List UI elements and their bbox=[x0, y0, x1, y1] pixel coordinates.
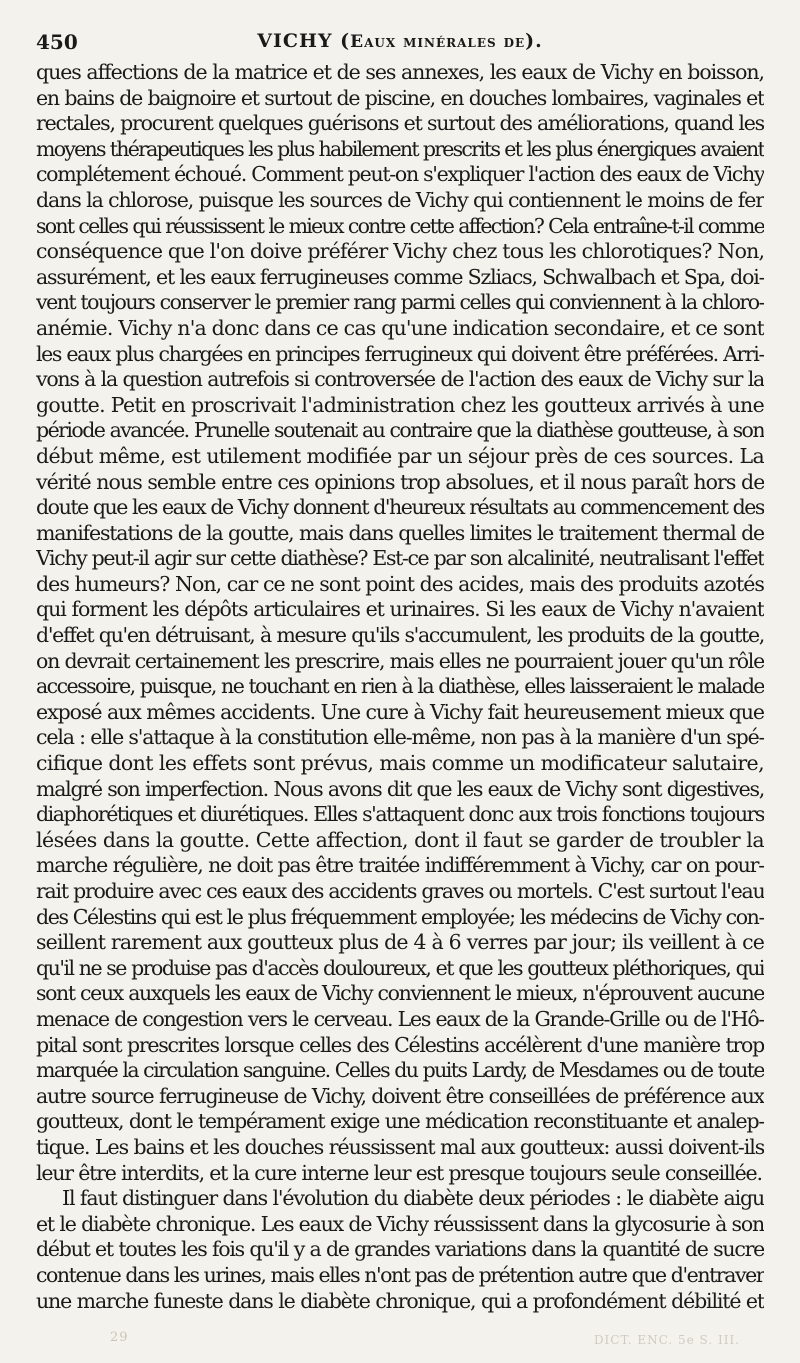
page-header bbox=[36, 26, 764, 60]
signature-mark: DICT. ENC. 5e S. III. bbox=[593, 1333, 740, 1347]
text-line: des humeurs? Non, car ce ne sont point des acides, mais des produits azotés bbox=[36, 571, 764, 596]
text-line: doute que les eaux de Vichy donnent d'heureux résultats au commencement des bbox=[36, 495, 764, 520]
text-line: tique. Les bains et les douches réussissent mal aux goutteux: aussi doivent-ils bbox=[36, 1134, 764, 1159]
text-line: ques affections de la matrice et de ses annexes, les eaux de Vichy en boisson, bbox=[36, 60, 764, 84]
text-line: en bains de baignoire et surtout de piscine, en douches lombaires, vaginales et bbox=[36, 85, 764, 110]
text-line: manifestations de la goutte, mais dans quelles limites le traitement thermal de bbox=[36, 520, 764, 545]
text-line: moyens thérapeutiques les plus habilement prescrits et les plus énergiques avaient bbox=[36, 136, 764, 161]
text-line: exposé aux mêmes accidents. Une cure à Vichy fait heureusement mieux que bbox=[36, 699, 764, 724]
text-line: début et toutes les fois qu'il y a de grandes variations dans la quantité de sucre bbox=[36, 1237, 764, 1262]
text-line: leur être interdits, et la cure interne leur est presque toujours seule conseillée. bbox=[36, 1160, 762, 1185]
text-line: menace de congestion vers le cerveau. Les eaux de la Grande-Grille ou de l'Hô- bbox=[36, 1006, 764, 1031]
text-line: qui forment les dépôts articulaires et urinaires. Si les eaux de Vichy n'avaient bbox=[36, 597, 764, 622]
text-line: cifique dont les effets sont prévus, mais comme un modificateur salutaire, bbox=[36, 751, 764, 776]
text-line: malgré son imperfection. Nous avons dit que les eaux de Vichy sont digestives, bbox=[36, 776, 764, 801]
text-line: diaphorétiques et diurétiques. Elles s'attaquent donc aux trois fonctions toujours bbox=[36, 802, 764, 827]
text-line: goutteux, dont le tempérament exige une médication reconstituante et analep- bbox=[36, 1109, 764, 1134]
text-line: les eaux plus chargées en principes ferrugineux qui doivent être préférées. Arri- bbox=[36, 341, 764, 366]
text-line: dans la chlorose, puisque les sources de Vichy qui contiennent le moins de fer bbox=[36, 187, 764, 212]
text-line: goutte. Petit en proscrivait l'administration chez les goutteux arrivés à une bbox=[36, 392, 764, 417]
running-title-smallcaps: Eaux minérales de bbox=[350, 32, 526, 52]
text-line: Il faut distinguer dans l'évolution du diabète deux périodes : le diabète aigu bbox=[62, 1186, 764, 1211]
text-line: vons à la question autrefois si controversée de l'action des eaux de Vichy sur la bbox=[36, 367, 764, 392]
text-line: contenue dans les urines, mais elles n'ont pas de prétention autre que d'entraver bbox=[36, 1262, 764, 1287]
text-line: lésées dans la goutte. Cette affection, dont il faut se garder de troubler la bbox=[36, 827, 764, 852]
text-line: début même, est utilement modifiée par un séjour près de ces sources. La bbox=[36, 443, 764, 468]
text-line: anémie. Vichy n'a donc dans ce cas qu'une indication secondaire, et ce sont bbox=[36, 315, 764, 340]
text-line: on devrait certainement les prescrire, mais elles ne pourraient jouer qu'un rôle bbox=[36, 648, 764, 673]
running-title-main: VICHY ( bbox=[257, 30, 351, 52]
text-line: Vichy peut-il agir sur cette diathèse? Est-ce par son alcalinité, neutralisant l'effet bbox=[36, 546, 764, 571]
text-line: autre source ferrugineuse de Vichy, doivent être conseillées de préférence aux bbox=[36, 1083, 764, 1108]
text-line: qu'il ne se produise pas d'accès douloureux, et que les goutteux pléthoriques, qui bbox=[36, 955, 764, 980]
text-line: pital sont prescrites lorsque celles des Célestins accélèrent d'une manière trop bbox=[36, 1032, 764, 1057]
running-title bbox=[36, 30, 764, 52]
text-line: conséquence que l'on doive préférer Vichy chez tous les chlorotiques? Non, bbox=[36, 239, 764, 264]
faint-page-mark: 29 bbox=[110, 1330, 129, 1345]
text-line: cela : elle s'attaque à la constitution elle-même, non pas à la manière d'un spé- bbox=[36, 725, 764, 750]
running-title-end: ). bbox=[525, 30, 543, 52]
text-line: rait produire avec ces eaux des accidents graves ou mortels. C'est surtout l'eau bbox=[36, 879, 764, 903]
text-line: marche régulière, ne doit pas être traitée indifféremment à Vichy, car on pour- bbox=[36, 853, 764, 878]
text-line: période avancée. Prunelle soutenait au contraire que la diathèse goutteuse, à son bbox=[36, 418, 764, 443]
text-line: et le diabète chronique. Les eaux de Vichy réussissent dans la glycosurie à son bbox=[36, 1211, 764, 1236]
text-line: assurément, et les eaux ferrugineuses comme Szliacs, Schwalbach et Spa, doi- bbox=[36, 264, 764, 289]
text-line: vent toujours conserver le premier rang parmi celles qui conviennent à la chloro- bbox=[36, 290, 764, 315]
text-line: accessoire, puisque, ne touchant en rien à la diathèse, elles laisseraient le malade bbox=[36, 674, 764, 699]
text-line: complétement échoué. Comment peut-on s'expliquer l'action des eaux de Vichy bbox=[36, 162, 764, 187]
body-text bbox=[36, 60, 764, 1314]
page-number: 450 bbox=[36, 30, 78, 54]
text-line: seillent rarement aux goutteux plus de 4 à 6 verres par jour; ils veillent à ce bbox=[36, 930, 764, 955]
text-line: vérité nous semble entre ces opinions trop absolues, et il nous paraît hors de bbox=[36, 469, 764, 494]
text-line: rectales, procurent quelques guérisons et surtout des améliorations, quand les bbox=[36, 111, 764, 136]
text-line: d'effet qu'en détruisant, à mesure qu'ils s'accumulent, les produits de la goutte, bbox=[36, 623, 764, 648]
text-line: des Célestins qui est le plus fréquemment employée; les médecins de Vichy con- bbox=[36, 904, 764, 929]
text-line: marquée la circulation sanguine. Celles du puits Lardy, de Mesdames ou de toute bbox=[36, 1058, 764, 1083]
text-line: sont celles qui réussissent le mieux contre cette affection? Cela entraîne-t-il comme bbox=[36, 213, 764, 238]
text-line: une marche funeste dans le diabète chronique, qui a profondément débilité et bbox=[36, 1288, 764, 1313]
text-line: sont ceux auxquels les eaux de Vichy conviennent le mieux, n'éprouvent aucune bbox=[36, 981, 764, 1006]
